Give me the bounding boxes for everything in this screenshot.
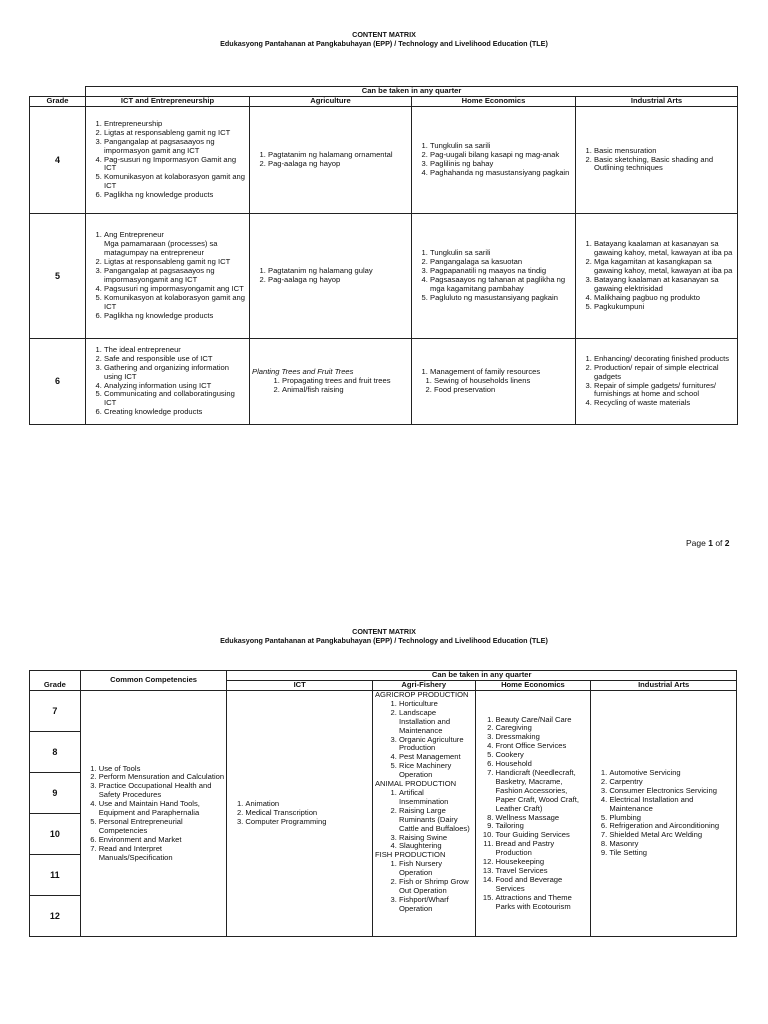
agri-cell	[250, 339, 412, 425]
list-item: 2. Basic sketching, Basic shading and Outlining techniques	[594, 156, 735, 174]
ict-cell	[86, 339, 250, 425]
animal-heading: ANIMAL PRODUCTION	[374, 779, 457, 789]
list-item: 1. Propagating trees and fruit trees	[282, 377, 409, 386]
list-item: 2. Raising Large Ruminants (Dairy Cattle and Buffaloes)	[399, 807, 473, 834]
page-number: Page 1 of 2	[686, 538, 730, 548]
list-item: 5. Pagluluto ng masustansiyang pagkain	[430, 294, 573, 303]
list-item: 2. Food preservation	[434, 386, 573, 395]
header-agri-fishery: Agri-Fishery	[372, 681, 475, 691]
list-item: 2. Safe and responsible use of ICT	[104, 355, 247, 364]
page-2	[0, 590, 768, 1024]
list-item: 4. Malikhaing pagbuo ng produkto	[594, 294, 735, 303]
list-item: 2. Caregiving	[496, 724, 589, 733]
page2-subtitle: Edukasyong Pantahanan at Pangkabuhayan (EPP) / Technology and Livelihood Education (TLE)	[220, 636, 548, 645]
list-item: 1. Pagtatanim ng halamang ornamental	[268, 151, 409, 160]
list-item: 3. Paglilinis ng bahay	[430, 160, 573, 169]
grade-cell: 11	[30, 855, 81, 896]
list-item: 6. Refrigeration and Airconditioning	[609, 822, 734, 831]
ict-cell	[227, 691, 373, 937]
list-item: 2. Pangangalaga sa kasuotan	[430, 258, 573, 267]
list-item: 2. Pag-aalaga ng hayop	[268, 160, 409, 169]
grade-cell: 6	[30, 339, 86, 425]
list-item: 5. Pagkukumpuni	[594, 303, 735, 312]
quarter-header: Can be taken in any quarter	[227, 671, 737, 681]
agri-fishery-cell	[372, 691, 475, 937]
list-item: 3. Pagpapanatili ng maayos na tindig	[430, 267, 573, 276]
list-item: 14. Food and Beverage Services	[496, 876, 589, 894]
home-cell	[412, 214, 576, 339]
fish-heading: FISH PRODUCTION	[374, 850, 446, 860]
list-item: 2. Mga kagamitan at kasangkapan sa gawaing kahoy, metal, kawayan at iba pa	[594, 258, 735, 276]
list-item: 4. Front Office Services	[496, 742, 589, 751]
grade-cell: 5	[30, 214, 86, 339]
table-row	[30, 691, 737, 732]
list-item: 1. Management of family resources	[430, 368, 573, 377]
list-item: 6. Paglikha ng knowledge products	[104, 191, 247, 200]
list-item: 5. Komunikasyon at kolaborasyon gamit ang ICT	[104, 294, 247, 312]
header-ict: ICT	[227, 681, 373, 691]
header-home-economics: Home Economics	[412, 97, 576, 107]
page1-title: CONTENT MATRIX	[352, 30, 416, 39]
common-competencies-cell	[80, 691, 227, 937]
header-home-economics: Home Economics	[475, 681, 591, 691]
list-item: 8. Masonry	[609, 840, 734, 849]
list-item: 3. Organic Agriculture Production	[399, 736, 473, 754]
list-item: 1. Sewing of households linens	[434, 377, 573, 386]
table-row	[30, 214, 738, 339]
quarter-header: Can be taken in any quarter	[86, 87, 738, 97]
list-item: 1. Horticulture	[399, 700, 473, 709]
list-item: 4. Pest Management	[399, 753, 473, 762]
header-grade: Grade	[30, 671, 81, 691]
ind-cell	[576, 214, 738, 339]
list-item: 9. Tailoring	[496, 822, 589, 831]
page2-title-block	[0, 627, 768, 645]
header-ict: ICT and Entrepreneurship	[86, 97, 250, 107]
list-item: 5. Cookery	[496, 751, 589, 760]
list-item: 13. Travel Services	[496, 867, 589, 876]
list-item: 7. Shielded Metal Arc Welding	[609, 831, 734, 840]
list-item: 2. Pag-uugali bilang kasapi ng mag-anak	[430, 151, 573, 160]
header-agriculture: Agriculture	[250, 97, 412, 107]
list-item: 1. Entrepreneurship	[104, 120, 247, 129]
grade-cell: 9	[30, 773, 81, 814]
page2-matrix-table	[29, 670, 737, 937]
list-item: 1. Tungkulin sa sarili	[430, 249, 573, 258]
agricrop-heading: AGRICROP PRODUCTION	[374, 690, 469, 699]
list-item: 7. Read and Interpret Manuals/Specification	[99, 845, 225, 863]
list-item: 1. Animation	[245, 800, 370, 809]
list-item: 2. Ligtas at responsableng gamit ng ICT	[104, 129, 247, 138]
list-item: 1. Tungkulin sa sarili	[430, 142, 573, 151]
grade-cell: 10	[30, 814, 81, 855]
table-row	[30, 339, 738, 425]
list-item: 5. Personal Entrepreneurial Competencies	[99, 818, 225, 836]
list-item: 3. Fishport/Wharf Operation	[399, 896, 473, 914]
header-grade: Grade	[30, 97, 86, 107]
table-row	[30, 107, 738, 214]
ict-cell	[86, 214, 250, 339]
list-item: 3. Practice Occupational Health and Safety Procedures	[99, 782, 225, 800]
list-item: 9. Tile Setting	[609, 849, 734, 858]
page2-title: CONTENT MATRIX	[352, 627, 416, 636]
list-item: 1. The ideal entrepreneur	[104, 346, 247, 355]
list-item: 5. Plumbing	[609, 814, 734, 823]
list-item: 4. Pagsusuri ng impormasyongamit ang ICT	[104, 285, 247, 294]
agri-cell	[250, 214, 412, 339]
agri-subtitle: Planting Trees and Fruit Trees	[252, 367, 354, 377]
list-item: 3. Repair of simple gadgets/ furnitures/ furnishings at home and school	[594, 382, 735, 400]
ind-cell	[576, 339, 738, 425]
page1-matrix-table	[29, 86, 738, 425]
list-item: 2. Pag-aalaga ng hayop	[268, 276, 409, 285]
list-item: 6. Paglikha ng knowledge products	[104, 312, 247, 321]
list-item: 8. Wellness Massage	[496, 814, 589, 823]
list-item: 3. Pangangalap at pagsasaayos ng impormasyon gamit ang ICT	[104, 138, 247, 156]
list-item: 1. Pagtatanim ng halamang gulay	[268, 267, 409, 276]
home-economics-cell	[475, 691, 591, 937]
list-item: 1. Fish Nursery Operation	[399, 860, 473, 878]
list-item: 6. Household	[496, 760, 589, 769]
list-item: 1. Enhancing/ decorating finished products	[594, 355, 735, 364]
list-item: 2. Landscape Installation and Maintenance	[399, 709, 473, 736]
list-item: 2. Carpentry	[609, 778, 734, 787]
list-item: 6. Environment and Market	[99, 836, 225, 845]
header-common-competencies: Common Competencies	[80, 671, 227, 691]
list-item: 12. Housekeeping	[496, 858, 589, 867]
list-item: 4. Slaughtering	[399, 842, 473, 851]
grade-cell: 7	[30, 691, 81, 732]
page1-subtitle: Edukasyong Pantahanan at Pangkabuhayan (EPP) / Technology and Livelihood Education (TLE)	[220, 39, 548, 48]
list-item: 4. Use and Maintain Hand Tools, Equipment and Paraphernalia	[99, 800, 225, 818]
list-item: 3. Gathering and organizing information using ICT	[104, 364, 247, 382]
list-item: 2. Perform Mensuration and Calculation	[99, 773, 225, 782]
list-item: 2. Medical Transcription	[245, 809, 370, 818]
list-item: 1. Basic mensuration	[594, 147, 735, 156]
home-cell	[412, 107, 576, 214]
list-item: 5. Rice Machinery Operation	[399, 762, 473, 780]
header-industrial-arts: Industrial Arts	[591, 681, 737, 691]
list-item: 2. Fish or Shrimp Grow Out Operation	[399, 878, 473, 896]
list-item: 2. Production/ repair of simple electrical gadgets	[594, 364, 735, 382]
list-item: 5. Komunikasyon at kolaborasyon gamit ang ICT	[104, 173, 247, 191]
list-item: 10. Tour Guiding Services	[496, 831, 589, 840]
grade-cell: 8	[30, 732, 81, 773]
agri-cell	[250, 107, 412, 214]
empty-corner	[30, 87, 86, 97]
list-item: 4. Electrical Installation and Maintenance	[609, 796, 734, 814]
list-item: 4. Recycling of waste materials	[594, 399, 735, 408]
list-item: 7. Handicraft (Needlecraft, Basketry, Macrame, Fashion Accessories, Paper Craft, Wood Craft, Leather Craft)	[496, 769, 589, 814]
list-item: 3. Computer Programming	[245, 818, 370, 827]
list-item: 3. Pangangalap at pagsasaayos ng impormasyongamit ang ICT	[104, 267, 247, 285]
list-item: 2. Animal/fish raising	[282, 386, 409, 395]
list-item	[104, 231, 247, 258]
list-item: 1. Artifical Insemmination	[399, 789, 473, 807]
list-item: 5. Communicating and collaboratingusing ICT	[104, 390, 247, 408]
list-item: 3. Consumer Electronics Servicing	[609, 787, 734, 796]
grade-cell: 4	[30, 107, 86, 214]
home-cell	[412, 339, 576, 425]
list-item: 1. Automotive Servicing	[609, 769, 734, 778]
list-item: 4. Paghahanda ng masustansiyang pagkain	[430, 169, 573, 178]
list-item: 1. Use of Tools	[99, 765, 225, 774]
list-item: 15. Attractions and Theme Parks with Ecotourism	[496, 894, 589, 912]
list-item: 6. Creating knowledge products	[104, 408, 247, 417]
industrial-arts-cell	[591, 691, 737, 937]
list-item: 4. Analyzing information using ICT	[104, 382, 247, 391]
list-item: 3. Dressmaking	[496, 733, 589, 742]
grade-cell: 12	[30, 896, 81, 937]
list-item: 3. Raising Swine	[399, 834, 473, 843]
list-item: 4. Pag-susuri ng Impormasyon Gamit ang ICT	[104, 156, 247, 174]
ind-cell	[576, 107, 738, 214]
header-industrial-arts: Industrial Arts	[576, 97, 738, 107]
list-item: 1. Batayang kaalaman at kasanayan sa gawaing kahoy, metal, kawayan at iba pa	[594, 240, 735, 258]
list-item: 3. Batayang kaalaman at kasanayan sa gawaing elektrisidad	[594, 276, 735, 294]
list-item: 2. Ligtas at responsableng gamit ng ICT	[104, 258, 247, 267]
list-item: 4. Pagsasaayos ng tahanan at paglikha ng mga kagamitang pambahay	[430, 276, 573, 294]
ict-first-item: Ang Entrepreneur	[104, 230, 164, 240]
ict-first-note: Mga pamamaraan (processes) sa matagumpay na entrepreneur	[104, 239, 218, 258]
page1-title-block	[0, 30, 768, 48]
list-item: 1. Beauty Care/Nail Care	[496, 716, 589, 725]
list-item: 11. Bread and Pastry Production	[496, 840, 589, 858]
ict-cell	[86, 107, 250, 214]
